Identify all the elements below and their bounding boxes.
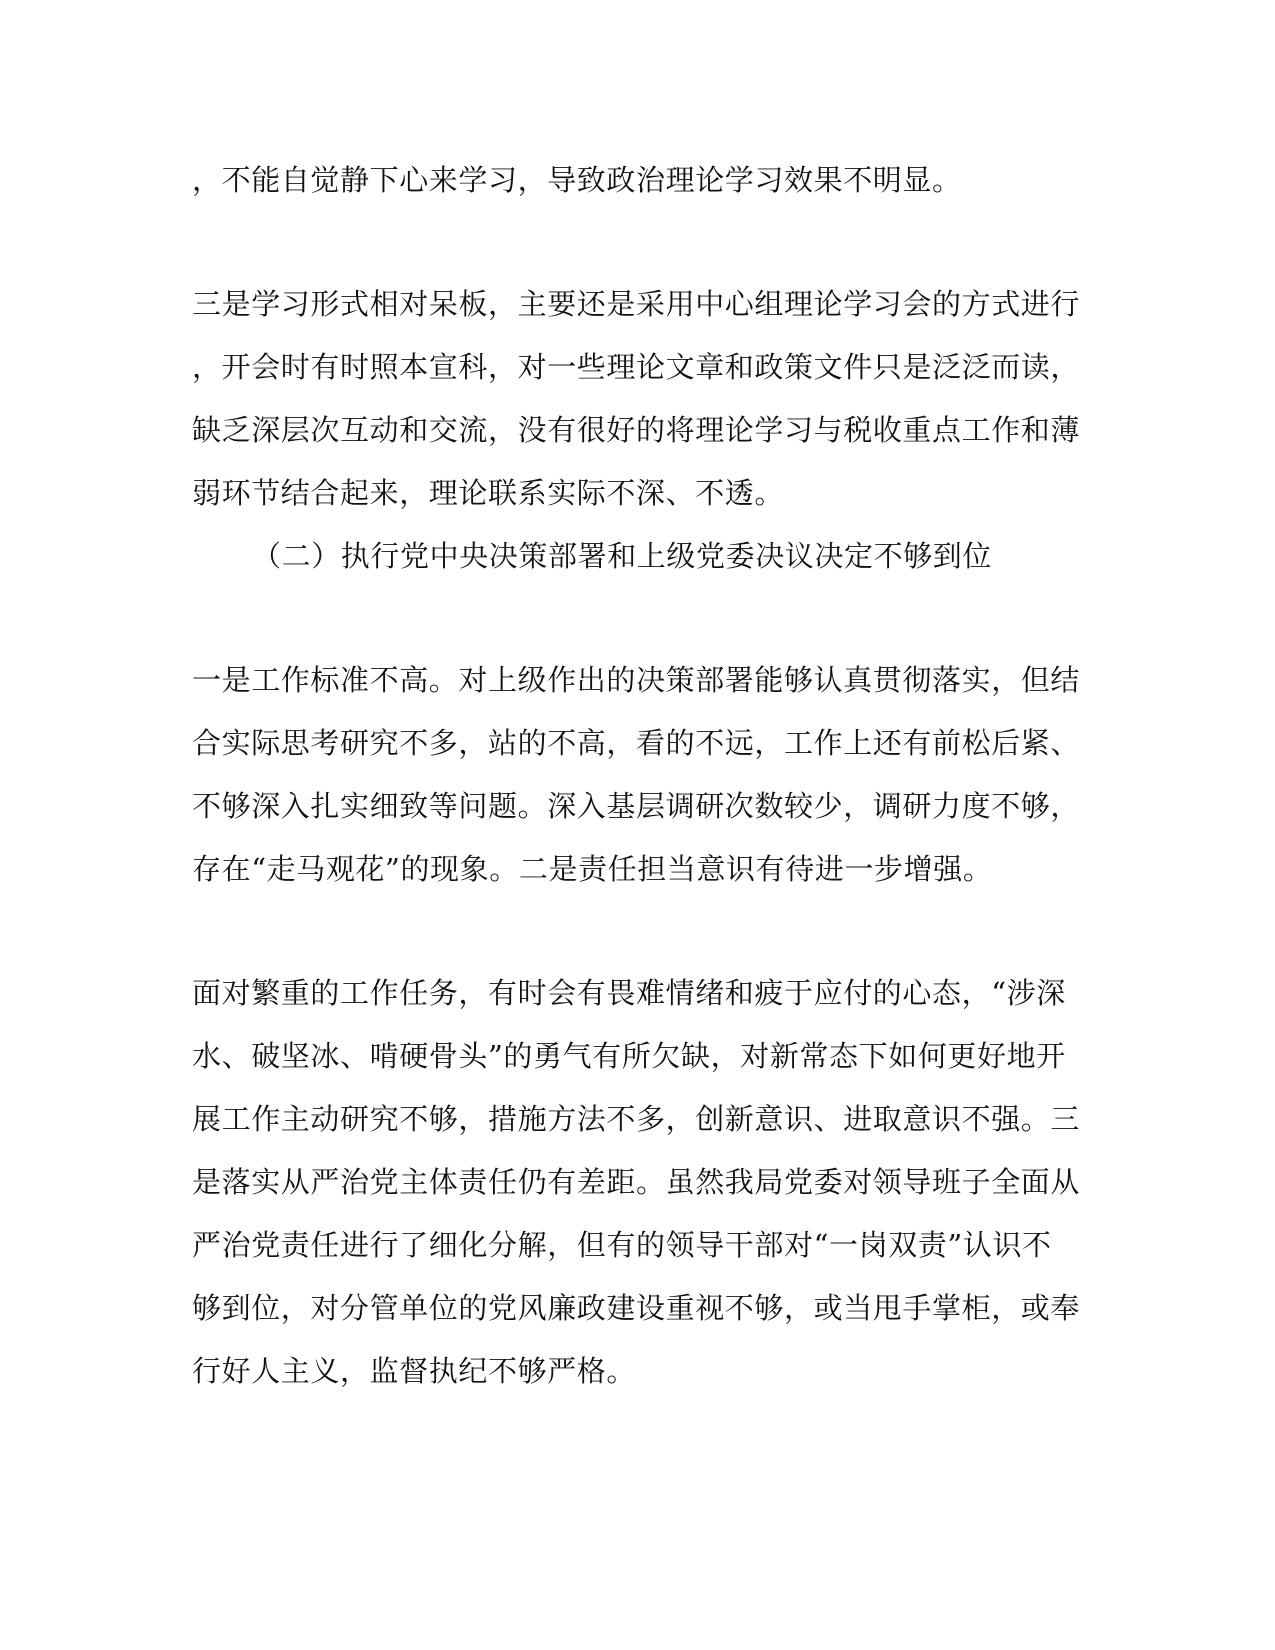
paragraph-line: 水、破坚冰、啃硬骨头”的勇气有所欠缺，对新常态下如何更好地开 (192, 1039, 1066, 1073)
paragraph-line: 面对繁重的工作任务，有时会有畏难情绪和疲于应付的心态，“涉深 (192, 976, 1066, 1010)
section-heading: （二）执行党中央决策部署和上级党委决议决定不够到位 (252, 539, 993, 573)
paragraph-line: 弱环节结合起来，理论联系实际不深、不透。 (192, 476, 785, 510)
paragraph-line: ，开会时有时照本宣科，对一些理论文章和政策文件只是泛泛而读， (192, 350, 1081, 384)
paragraph-line: 展工作主动研究不够，措施方法不多，创新意识、进取意识不强。三 (192, 1102, 1081, 1136)
paragraph-line: 缺乏深层次互动和交流，没有很好的将理论学习与税收重点工作和薄 (192, 413, 1081, 447)
paragraph-line: 存在“走马观花”的现象。二是责任担当意识有待进一步增强。 (192, 852, 993, 886)
paragraph-line: 够到位，对分管单位的党风廉政建设重视不够，或当甩手掌柜，或奉 (192, 1291, 1081, 1325)
paragraph-line: 是落实从严治党主体责任仍有差距。虽然我局党委对领导班子全面从 (192, 1165, 1081, 1199)
paragraph-line: 行好人主义，监督执纪不够严格。 (192, 1354, 637, 1388)
paragraph-line: 一是工作标准不高。对上级作出的决策部署能够认真贯彻落实，但结 (192, 663, 1081, 697)
paragraph-line: 三是学习形式相对呆板，主要还是采用中心组理论学习会的方式进行 (192, 287, 1081, 321)
paragraph-line: 严治党责任进行了细化分解，但有的领导干部对“一岗双责”认识不 (192, 1228, 1052, 1262)
paragraph-line: ，不能自觉静下心来学习，导致政治理论学习效果不明显。 (192, 163, 962, 197)
paragraph-line: 合实际思考研究不多，站的不高，看的不远，工作上还有前松后紧、 (192, 726, 1081, 760)
paragraph-line: 不够深入扎实细致等问题。深入基层调研次数较少，调研力度不够， (192, 789, 1081, 823)
